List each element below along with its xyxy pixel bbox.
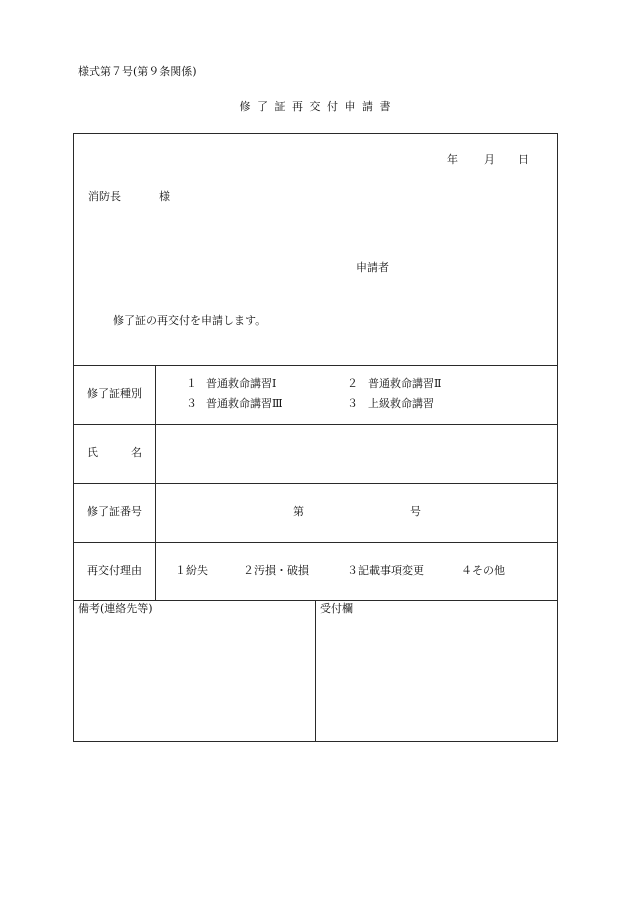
certificate-type-option-name: 普通救命講習Ⅰ: [206, 377, 277, 390]
bottom-cell-divider: [315, 600, 316, 741]
date-month-label: 月: [484, 153, 495, 166]
document-title: 修了証再交付申請書: [239, 100, 397, 113]
certificate-type-option-name: 普通救命講習Ⅲ: [206, 397, 283, 410]
certificate-number-label: 修了証番号: [87, 505, 142, 518]
application-form-table: [73, 133, 558, 742]
row-divider: [74, 483, 557, 484]
addressee-honorific: 様: [159, 190, 170, 203]
applicant-label: 申請者: [356, 261, 389, 274]
certificate-type-option-name: 普通救命講習Ⅱ: [368, 377, 442, 390]
certificate-type-option-number: ３: [347, 397, 358, 410]
certificate-number-prefix: 第: [293, 505, 304, 518]
reissue-reason-option: ４その他: [461, 564, 505, 577]
reception-label: 受付欄: [320, 602, 353, 615]
certificate-type-option-number: ３: [186, 397, 197, 410]
date-day-label: 日: [518, 153, 529, 166]
date-year-label: 年: [447, 153, 458, 166]
form-number: 様式第７号(第９条関係): [78, 65, 197, 78]
application-statement: 修了証の再交付を申請します。: [113, 314, 267, 327]
certificate-type-option-number: ２: [347, 377, 358, 390]
certificate-type-label: 修了証種別: [87, 387, 142, 400]
row-divider: [74, 365, 557, 366]
addressee-name: 消防長: [88, 190, 121, 203]
remarks-label: 備考(連絡先等): [78, 602, 153, 615]
reissue-reason-label: 再交付理由: [87, 564, 142, 577]
reissue-reason-option: ２汚損・破損: [243, 564, 309, 577]
row-divider: [74, 424, 557, 425]
name-label: 氏 名: [87, 446, 142, 459]
reissue-reason-option: ３記載事項変更: [347, 564, 424, 577]
reissue-reason-option: １紛失: [175, 564, 208, 577]
row-divider: [74, 542, 557, 543]
certificate-type-option-number: １: [186, 377, 197, 390]
label-column-divider: [155, 365, 156, 600]
certificate-number-suffix: 号: [410, 505, 421, 518]
certificate-type-option-name: 上級救命講習: [368, 397, 434, 410]
